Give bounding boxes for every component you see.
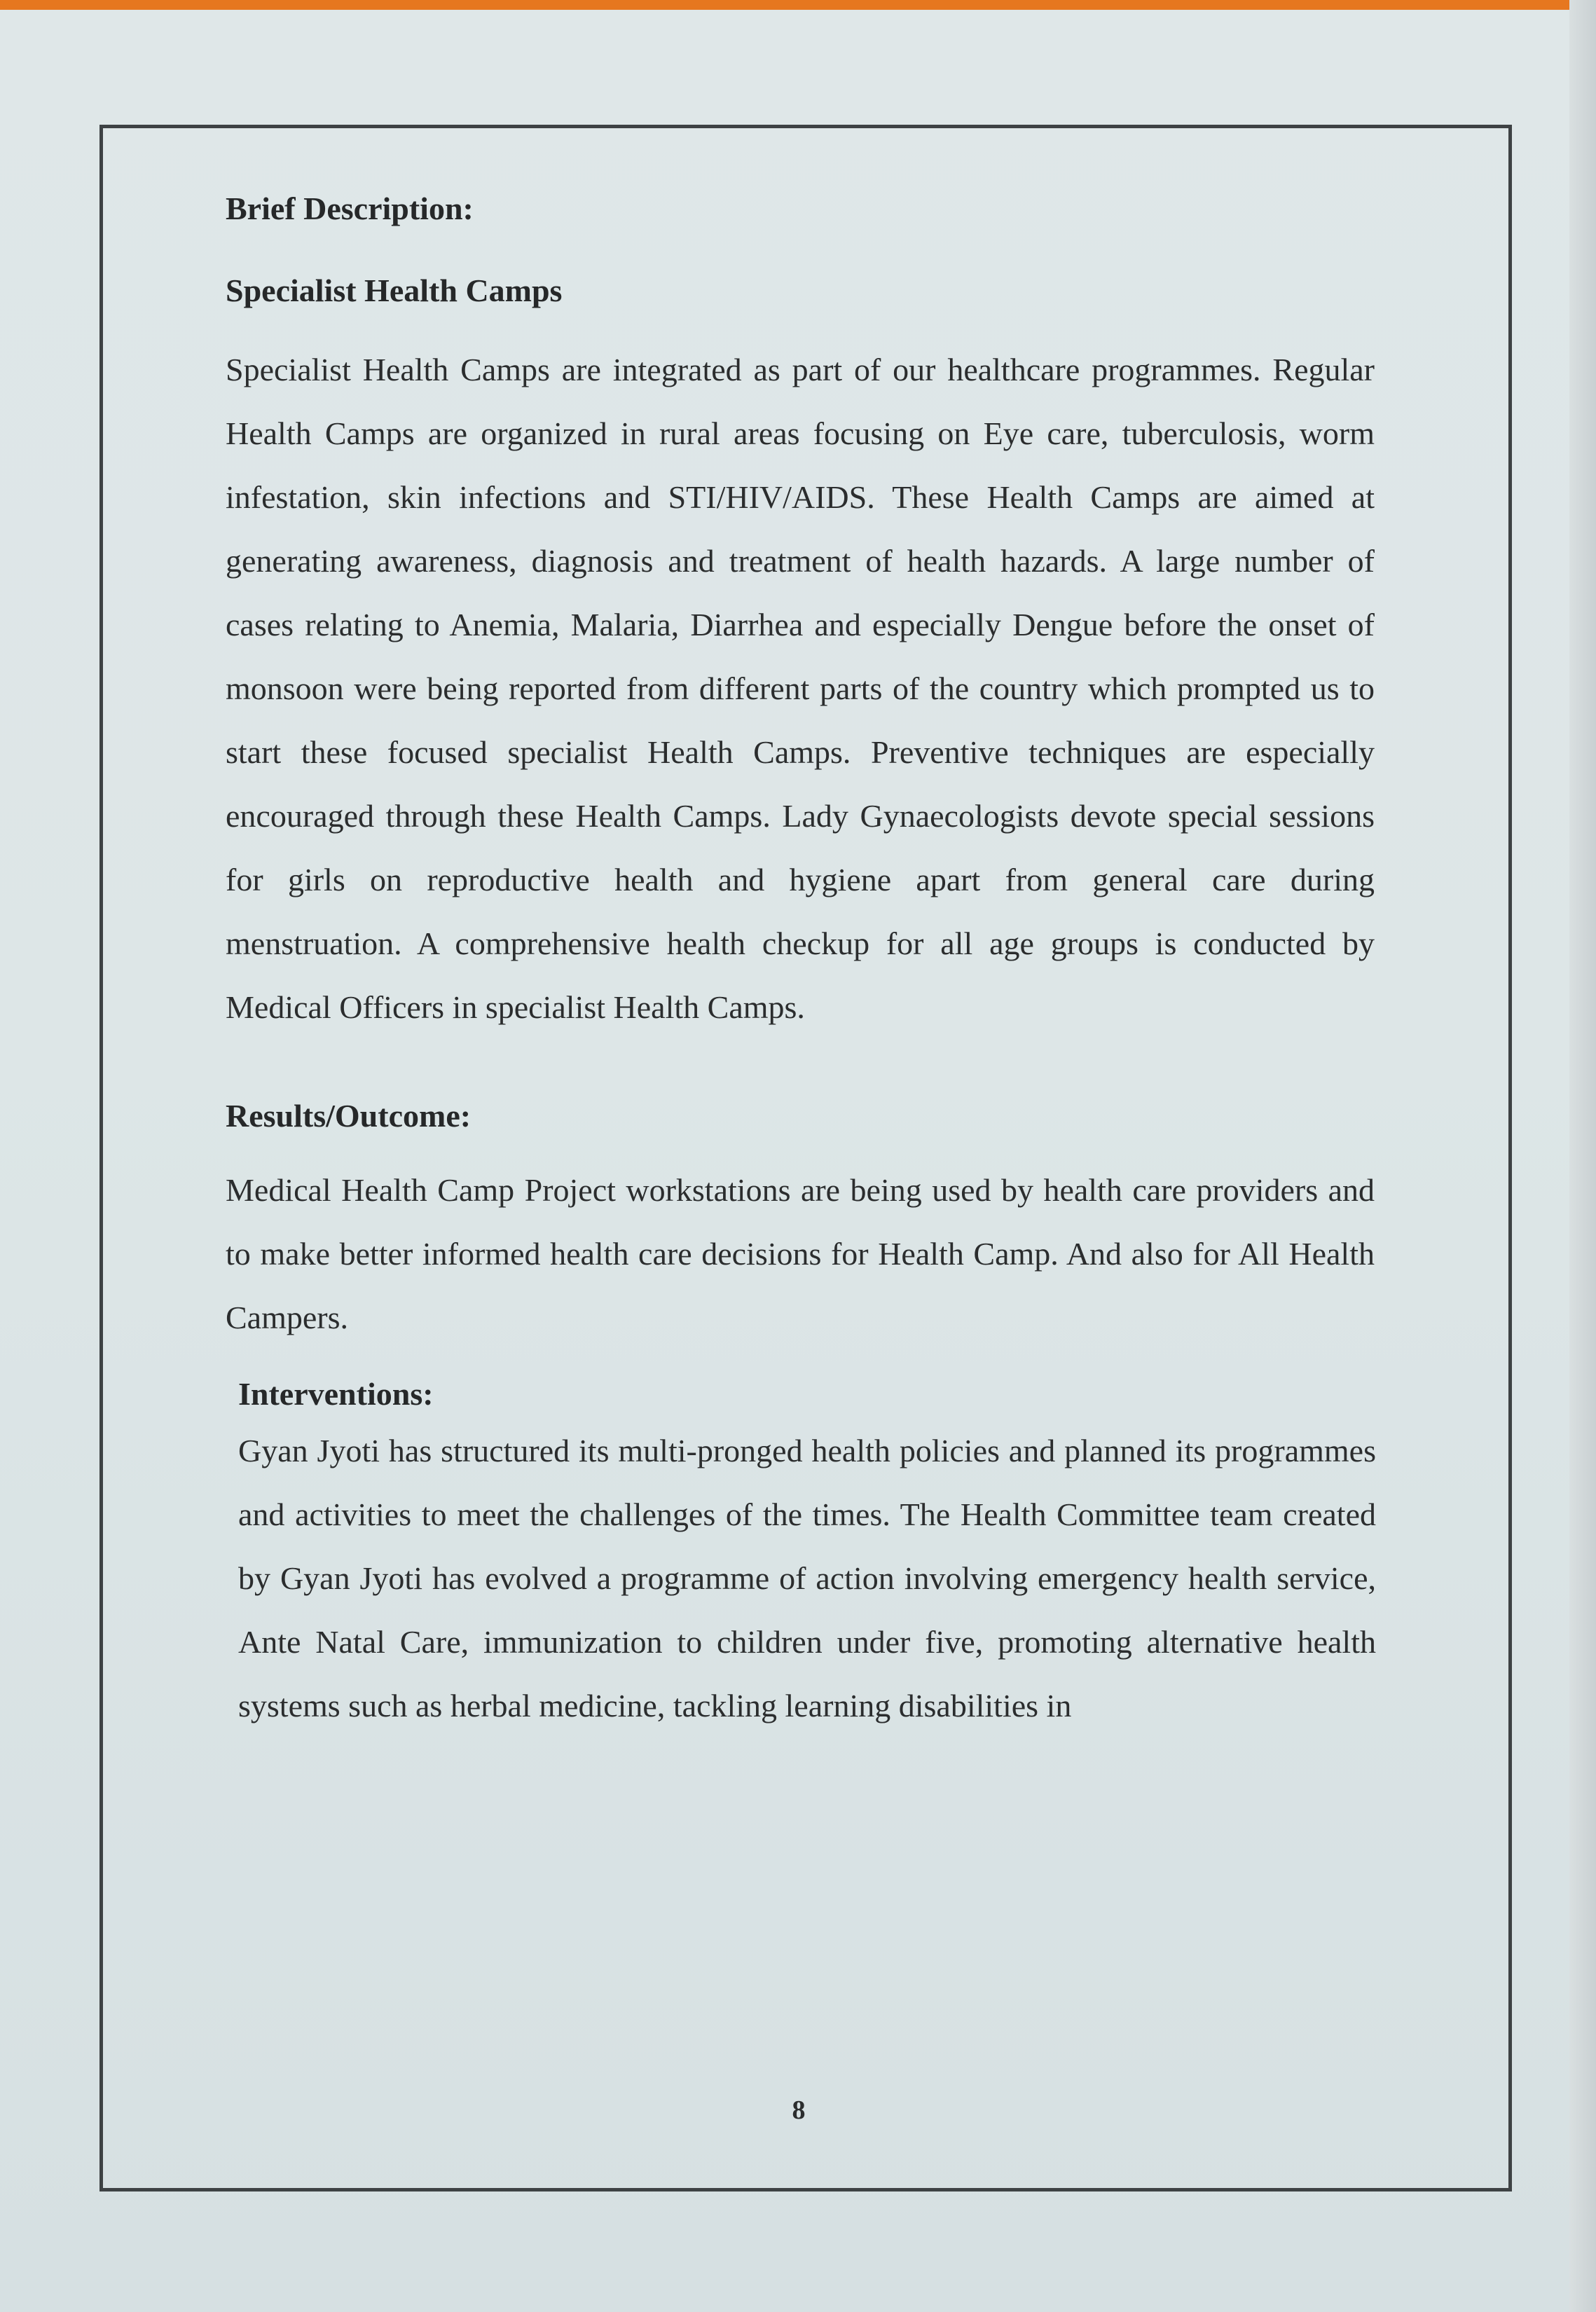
interventions-paragraph: Gyan Jyoti has structured its multi-pronged health policies and planned its programmes and activities to meet the challenges of the times. The Health Committee team created by Gyan Jyoti has evolved a programme of action involving emergency health service, Ante Natal Care, immunization to children under five, promoting alternative health systems such as herbal medicine, tackling learning disabilities in xyxy=(238,1432,1376,1723)
page-edge xyxy=(1569,0,1596,2312)
brief-description-heading: Brief Description: xyxy=(226,191,474,226)
results-outcome-paragraph: Medical Health Camp Project workstations are being used by health care providers and to make better informed health care decisions for Health Camp. And also for All Health Campers. xyxy=(226,1171,1375,1335)
results-outcome-heading: Results/Outcome: xyxy=(226,1098,472,1134)
specialist-health-camps-paragraph: Specialist Health Camps are integrated as part of our healthcare programmes. Regular Health Camps are organized in rural areas focusing on Eye care, tuberculosis, worm infestation, skin infections and STI/HIV/AIDS. These Health Camps are aimed at generating awareness, diagnosis and treatment of health hazards. A large number of cases relating to Anemia, Malaria, Diarrhea and especially Dengue before the onset of monsoon were being reported from different parts of the country which prompted us to start these focused specialist Health Camps. Preventive techniques are especially encouraged through these Health Camps. Lady Gynaecologists devote special sessions for girls on reproductive health and hygiene apart from general care during menstruation. A comprehensive health checkup for all age groups is conducted by Medical Officers in specialist Health Camps. xyxy=(226,352,1375,1026)
interventions-heading: Interventions: xyxy=(238,1375,434,1412)
specialist-health-camps-heading: Specialist Health Camps xyxy=(226,273,563,309)
document-body xyxy=(226,168,1375,1738)
page-number: 8 xyxy=(792,2096,806,2125)
